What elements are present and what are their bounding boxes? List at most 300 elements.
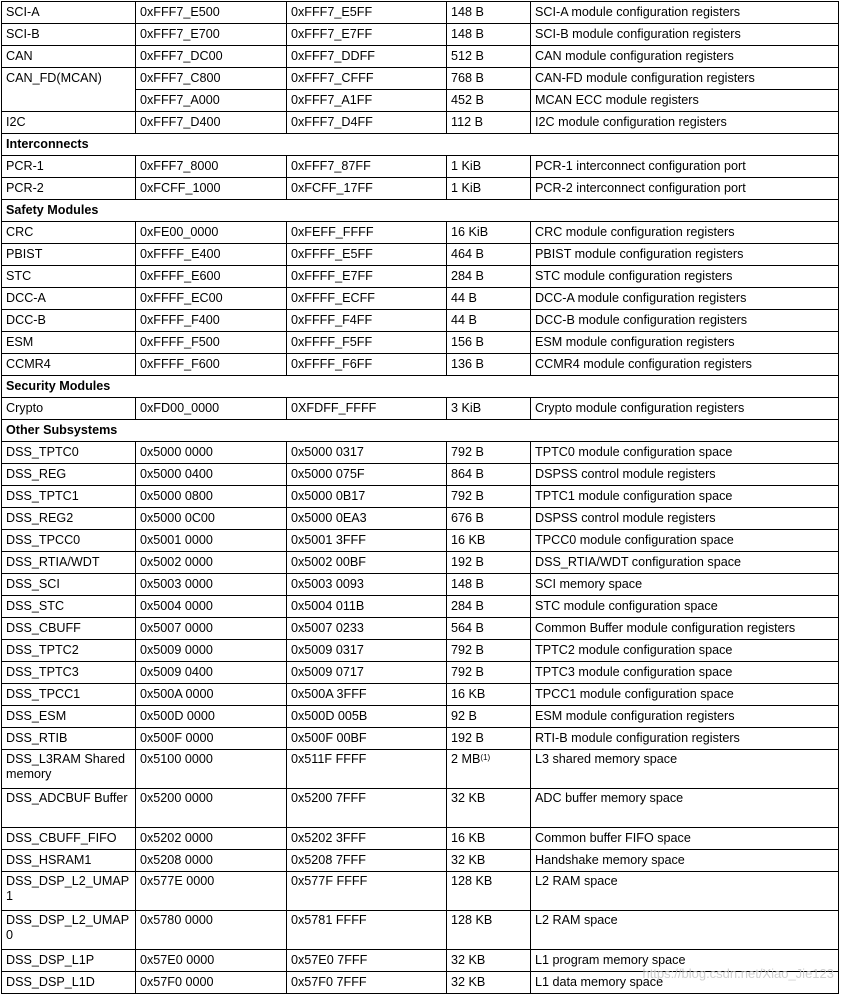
size-cell: [447, 354, 531, 376]
description-cell: [531, 530, 839, 552]
cell-text: L2 RAM space: [535, 874, 618, 888]
cell-text: RTI-B module configuration registers: [535, 731, 740, 745]
module-name-cell: [2, 24, 136, 46]
cell-text: 0x5202 3FFF: [291, 831, 366, 845]
start-address-cell: [136, 222, 287, 244]
description-cell: [531, 288, 839, 310]
end-address-cell: [287, 112, 447, 134]
table-row: [2, 530, 839, 552]
end-address-cell: [287, 310, 447, 332]
cell-text: 0xFCFF_1000: [140, 181, 221, 195]
cell-text: 0xFFFF_F5FF: [291, 335, 373, 349]
table-row: [2, 872, 839, 911]
table-row: [2, 750, 839, 789]
cell-text: DSS_DSP_L1P: [6, 953, 95, 967]
cell-text: DSS_REG: [6, 467, 67, 481]
cell-text: 0xFFFF_F500: [140, 335, 220, 349]
description-cell: [531, 310, 839, 332]
cell-text: DSS_DSP_L2_UMAP0: [6, 913, 130, 942]
cell-text: 0xFFF7_87FF: [291, 159, 371, 173]
table-row: [2, 596, 839, 618]
description-cell: [531, 112, 839, 134]
start-address-cell: [136, 68, 287, 90]
size-cell: [447, 789, 531, 828]
cell-text: 1 KiB: [451, 159, 482, 173]
cell-text: DSS_RTIB: [6, 731, 68, 745]
cell-text: 0XFDFF_FFFF: [291, 401, 377, 415]
end-address-cell: [287, 332, 447, 354]
end-address-cell: [287, 2, 447, 24]
start-address-cell: [136, 2, 287, 24]
cell-text: PBIST module configuration registers: [535, 247, 744, 261]
cell-text: 0xFFFF_E5FF: [291, 247, 373, 261]
cell-text: DSS_STC: [6, 599, 65, 613]
table-row: [2, 68, 839, 90]
size-cell: [447, 618, 531, 640]
table-row: [2, 684, 839, 706]
footnote-marker: (1): [480, 753, 491, 762]
end-address-cell: [287, 872, 447, 911]
cell-text: 0x5100 0000: [140, 752, 213, 766]
description-cell: [531, 398, 839, 420]
module-name-cell: [2, 354, 136, 376]
cell-text: TPTC3 module configuration space: [535, 665, 733, 679]
cell-text: STC module configuration registers: [535, 269, 733, 283]
end-address-cell: [287, 640, 447, 662]
table-row: [2, 464, 839, 486]
module-name-cell: [2, 872, 136, 911]
end-address-cell: [287, 662, 447, 684]
cell-text: 452 B: [451, 93, 484, 107]
start-address-cell: [136, 640, 287, 662]
cell-text: 148 B: [451, 5, 484, 19]
description-cell: [531, 222, 839, 244]
table-row: [2, 789, 839, 828]
module-name-cell: [2, 574, 136, 596]
cell-text: L2 RAM space: [535, 913, 618, 927]
cell-text: 2 MB: [451, 752, 481, 766]
cell-text: 148 B: [451, 27, 484, 41]
table-row: [2, 728, 839, 750]
size-cell: [447, 950, 531, 972]
cell-text: 0xFFF7_A000: [140, 93, 220, 107]
cell-text: 0xFD00_0000: [140, 401, 220, 415]
cell-text: CAN: [6, 49, 33, 63]
module-name-cell: [2, 68, 136, 90]
cell-text: 0x500F 0000: [140, 731, 214, 745]
module-name-cell: [2, 662, 136, 684]
end-address-cell: [287, 244, 447, 266]
cell-text: 0x5009 0717: [291, 665, 364, 679]
end-address-cell: [287, 68, 447, 90]
cell-text: 0x5007 0233: [291, 621, 364, 635]
description-cell: [531, 244, 839, 266]
end-address-cell: [287, 596, 447, 618]
cell-text: I2C module configuration registers: [535, 115, 727, 129]
cell-text: ESM: [6, 335, 34, 349]
start-address-cell: [136, 178, 287, 200]
cell-text: L1 program memory space: [535, 953, 686, 967]
section-title: Safety Modules: [2, 200, 839, 222]
cell-text: L1 data memory space: [535, 975, 664, 989]
start-address-cell: [136, 789, 287, 828]
start-address-cell: [136, 972, 287, 994]
size-cell: [447, 828, 531, 850]
start-address-cell: [136, 552, 287, 574]
cell-text: 0xFFF7_CFFF: [291, 71, 374, 85]
end-address-cell: [287, 972, 447, 994]
cell-text: 0x5202 0000: [140, 831, 213, 845]
cell-text: 564 B: [451, 621, 484, 635]
description-cell: [531, 552, 839, 574]
size-cell: [447, 508, 531, 530]
table-row: [2, 552, 839, 574]
table-row: [2, 618, 839, 640]
module-name-cell: [2, 530, 136, 552]
cell-text: 0x5001 0000: [140, 533, 213, 547]
cell-text: L3 shared memory space: [535, 752, 678, 766]
cell-text: 0xFFFF_F4FF: [291, 313, 373, 327]
end-address-cell: [287, 156, 447, 178]
module-name-cell: [2, 789, 136, 828]
cell-text: PCR-2 interconnect configuration port: [535, 181, 746, 195]
cell-text: TPCC0 module configuration space: [535, 533, 734, 547]
size-cell: [447, 640, 531, 662]
cell-text: 0x5000 075F: [291, 467, 365, 481]
start-address-cell: [136, 872, 287, 911]
table-row: [2, 828, 839, 850]
cell-text: Crypto module configuration registers: [535, 401, 745, 415]
section-header-row: [2, 420, 839, 442]
module-name-cell: [2, 46, 136, 68]
size-cell: [447, 530, 531, 552]
cell-text: PCR-2: [6, 181, 44, 195]
module-name-cell: [2, 828, 136, 850]
end-address-cell: [287, 178, 447, 200]
size-cell: [447, 244, 531, 266]
start-address-cell: [136, 911, 287, 950]
cell-text: 464 B: [451, 247, 484, 261]
cell-text: 156 B: [451, 335, 484, 349]
cell-text: Common buffer FIFO space: [535, 831, 691, 845]
cell-text: 0x5208 0000: [140, 853, 213, 867]
cell-text: SCI-A module configuration registers: [535, 5, 741, 19]
size-cell: [447, 872, 531, 911]
size-cell: [447, 684, 531, 706]
section-title: Other Subsystems: [2, 420, 839, 442]
cell-text: 1 KiB: [451, 181, 482, 195]
size-cell: [447, 574, 531, 596]
cell-text: 16 KB: [451, 533, 486, 547]
cell-text: DSS_CBUFF: [6, 621, 81, 635]
cell-text: 0x5781 FFFF: [291, 913, 367, 927]
start-address-cell: [136, 706, 287, 728]
cell-text: 792 B: [451, 489, 484, 503]
description-cell: [531, 828, 839, 850]
size-cell: [447, 310, 531, 332]
size-cell: [447, 486, 531, 508]
cell-text: PBIST: [6, 247, 43, 261]
cell-text: Handshake memory space: [535, 853, 685, 867]
cell-text: 0xFFFF_E400: [140, 247, 221, 261]
cell-text: 0xFFFF_E600: [140, 269, 221, 283]
module-name-cell: [2, 750, 136, 789]
cell-text: 0xFFF7_D400: [140, 115, 221, 129]
cell-text: DSS_TPCC1: [6, 687, 81, 701]
cell-text: CRC module configuration registers: [535, 225, 735, 239]
cell-text: 136 B: [451, 357, 484, 371]
module-name-cell: [2, 442, 136, 464]
cell-text: TPTC1 module configuration space: [535, 489, 733, 503]
cell-text: CAN_FD(MCAN): [6, 71, 102, 86]
module-name-cell: [2, 850, 136, 872]
end-address-cell: [287, 706, 447, 728]
start-address-cell: [136, 442, 287, 464]
cell-text: 0x500D 0000: [140, 709, 215, 723]
cell-text: DSS_DSP_L2_UMAP1: [6, 874, 130, 903]
module-name-cell: [2, 2, 136, 24]
table-row: [2, 24, 839, 46]
size-cell: [447, 156, 531, 178]
cell-text: 0x5000 0800: [140, 489, 213, 503]
size-cell: [447, 596, 531, 618]
start-address-cell: [136, 354, 287, 376]
cell-text: 792 B: [451, 665, 484, 679]
cell-text: 0xFCFF_17FF: [291, 181, 373, 195]
end-address-cell: [287, 90, 447, 112]
module-name-cell: [2, 310, 136, 332]
cell-text: DSS_ADCBUF Buffer: [6, 791, 128, 805]
description-cell: [531, 618, 839, 640]
table-row: [2, 354, 839, 376]
cell-text: 0x5001 3FFF: [291, 533, 366, 547]
description-cell: [531, 2, 839, 24]
description-cell: [531, 911, 839, 950]
cell-text: 0xFFFF_E7FF: [291, 269, 373, 283]
start-address-cell: [136, 618, 287, 640]
description-cell: [531, 68, 839, 90]
size-cell: [447, 464, 531, 486]
start-address-cell: [136, 310, 287, 332]
end-address-cell: [287, 850, 447, 872]
cell-text: DSS_RTIA/WDT configuration space: [535, 555, 742, 569]
cell-text: 0x5002 00BF: [291, 555, 366, 569]
cell-text: I2C: [6, 115, 26, 129]
module-name-cell: [2, 911, 136, 950]
table-row: [2, 178, 839, 200]
description-cell: [531, 442, 839, 464]
description-cell: [531, 684, 839, 706]
cell-text: 0xFFFF_F600: [140, 357, 220, 371]
cell-text: 792 B: [451, 643, 484, 657]
cell-text: DSS_TPTC0: [6, 445, 79, 459]
cell-text: 0x5009 0000: [140, 643, 213, 657]
start-address-cell: [136, 244, 287, 266]
cell-text: 0xFFF7_E500: [140, 5, 220, 19]
start-address-cell: [136, 574, 287, 596]
start-address-cell: [136, 530, 287, 552]
module-name-cell: [2, 596, 136, 618]
end-address-cell: [287, 442, 447, 464]
cell-text: 192 B: [451, 731, 484, 745]
cell-text: 0xFFF7_8000: [140, 159, 219, 173]
table-row: [2, 662, 839, 684]
cell-text: 0xFFFF_F400: [140, 313, 220, 327]
cell-text: 284 B: [451, 599, 484, 613]
cell-text: 0x5780 0000: [140, 913, 213, 927]
cell-text: DSS_TPTC2: [6, 643, 79, 657]
description-cell: [531, 574, 839, 596]
end-address-cell: [287, 750, 447, 789]
size-cell: [447, 222, 531, 244]
module-name-cell: [2, 950, 136, 972]
cell-text: 128 KB: [451, 913, 493, 927]
cell-text: 0x5000 0317: [291, 445, 364, 459]
cell-text: 0x57E0 0000: [140, 953, 215, 967]
cell-text: 0x5002 0000: [140, 555, 213, 569]
end-address-cell: [287, 530, 447, 552]
table-row: [2, 486, 839, 508]
cell-text: 0xFFF7_DC00: [140, 49, 223, 63]
watermark: https://blog.csdn.net/Xiao_Jie123: [642, 966, 834, 981]
cell-text: 0xFFFF_F6FF: [291, 357, 373, 371]
end-address-cell: [287, 728, 447, 750]
cell-text: 92 B: [451, 709, 477, 723]
size-cell: [447, 706, 531, 728]
cell-text: Common Buffer module configuration registers: [535, 621, 796, 635]
size-cell: [447, 68, 531, 90]
end-address-cell: [287, 24, 447, 46]
module-name-cell: [2, 706, 136, 728]
cell-text: 0x57E0 7FFF: [291, 953, 368, 967]
module-name-cell: [2, 112, 136, 134]
module-name-cell: [2, 618, 136, 640]
cell-text: ADC buffer memory space: [535, 791, 684, 805]
cell-text: DSS_REG2: [6, 511, 74, 525]
cell-text: 0xFFF7_A1FF: [291, 93, 373, 107]
cell-text: 148 B: [451, 577, 484, 591]
cell-text: Crypto: [6, 401, 44, 415]
table-row: [2, 706, 839, 728]
size-cell: [447, 112, 531, 134]
end-address-cell: [287, 46, 447, 68]
description-cell: [531, 508, 839, 530]
cell-text: ESM module configuration registers: [535, 709, 735, 723]
cell-text: TPCC1 module configuration space: [535, 687, 734, 701]
table-row: [2, 574, 839, 596]
cell-text: 0x5200 7FFF: [291, 791, 366, 805]
start-address-cell: [136, 24, 287, 46]
cell-text: 0x5000 0400: [140, 467, 213, 481]
table-row: [2, 266, 839, 288]
cell-text: SCI-A: [6, 5, 40, 19]
cell-text: 0x5004 011B: [291, 599, 365, 613]
cell-text: PCR-1: [6, 159, 44, 173]
cell-text: 3 KiB: [451, 401, 482, 415]
size-cell: [447, 46, 531, 68]
section-title: Security Modules: [2, 376, 839, 398]
size-cell: [447, 398, 531, 420]
cell-text: 0x500F 00BF: [291, 731, 367, 745]
cell-text: DSPSS control module registers: [535, 511, 716, 525]
cell-text: DSPSS control module registers: [535, 467, 716, 481]
cell-text: 0x500D 005B: [291, 709, 368, 723]
description-cell: [531, 789, 839, 828]
cell-text: 864 B: [451, 467, 484, 481]
table-row: [2, 222, 839, 244]
section-header-row: [2, 134, 839, 156]
cell-text: 32 KB: [451, 975, 486, 989]
cell-text: 676 B: [451, 511, 484, 525]
cell-text: 32 KB: [451, 853, 486, 867]
start-address-cell: [136, 950, 287, 972]
cell-text: 16 KiB: [451, 225, 489, 239]
cell-text: 192 B: [451, 555, 484, 569]
cell-text: 792 B: [451, 445, 484, 459]
end-address-cell: [287, 828, 447, 850]
cell-text: 32 KB: [451, 953, 486, 967]
end-address-cell: [287, 950, 447, 972]
start-address-cell: [136, 112, 287, 134]
description-cell: [531, 850, 839, 872]
table-row: [2, 90, 839, 112]
description-cell: [531, 266, 839, 288]
cell-text: DCC-A module configuration registers: [535, 291, 747, 305]
cell-text: DSS_L3RAM Shared memory: [6, 752, 126, 781]
module-name-cell: [2, 156, 136, 178]
end-address-cell: [287, 354, 447, 376]
cell-text: 0x57F0 7FFF: [291, 975, 367, 989]
module-name-cell: [2, 398, 136, 420]
cell-text: 0xFFF7_E700: [140, 27, 220, 41]
cell-text: DSS_SCI: [6, 577, 60, 591]
start-address-cell: [136, 46, 287, 68]
cell-text: 0xFFF7_E7FF: [291, 27, 373, 41]
module-name-cell: [2, 552, 136, 574]
size-cell: [447, 266, 531, 288]
description-cell: [531, 46, 839, 68]
cell-text: MCAN ECC module registers: [535, 93, 699, 107]
cell-text: 0xFFF7_DDFF: [291, 49, 375, 63]
cell-text: 44 B: [451, 313, 477, 327]
cell-text: 0xFFFF_ECFF: [291, 291, 375, 305]
cell-text: PCR-1 interconnect configuration port: [535, 159, 746, 173]
cell-text: 0xFFFF_EC00: [140, 291, 223, 305]
cell-text: 0x5009 0400: [140, 665, 213, 679]
cell-text: CRC: [6, 225, 34, 239]
description-cell: [531, 750, 839, 789]
cell-text: 512 B: [451, 49, 484, 63]
cell-text: STC: [6, 269, 32, 283]
cell-text: CCMR4: [6, 357, 51, 371]
table-row: [2, 156, 839, 178]
description-cell: [531, 640, 839, 662]
size-cell: [447, 24, 531, 46]
cell-text: 128 KB: [451, 874, 493, 888]
cell-text: 0x577E 0000: [140, 874, 215, 888]
cell-text: 0x500A 0000: [140, 687, 214, 701]
size-cell: [447, 972, 531, 994]
size-cell: [447, 662, 531, 684]
table-row: [2, 508, 839, 530]
start-address-cell: [136, 850, 287, 872]
cell-text: 0xFE00_0000: [140, 225, 219, 239]
cell-text: DCC-B: [6, 313, 46, 327]
end-address-cell: [287, 574, 447, 596]
module-name-cell: [2, 972, 136, 994]
cell-text: 0xFFF7_C800: [140, 71, 221, 85]
cell-text: 0x577F FFFF: [291, 874, 368, 888]
